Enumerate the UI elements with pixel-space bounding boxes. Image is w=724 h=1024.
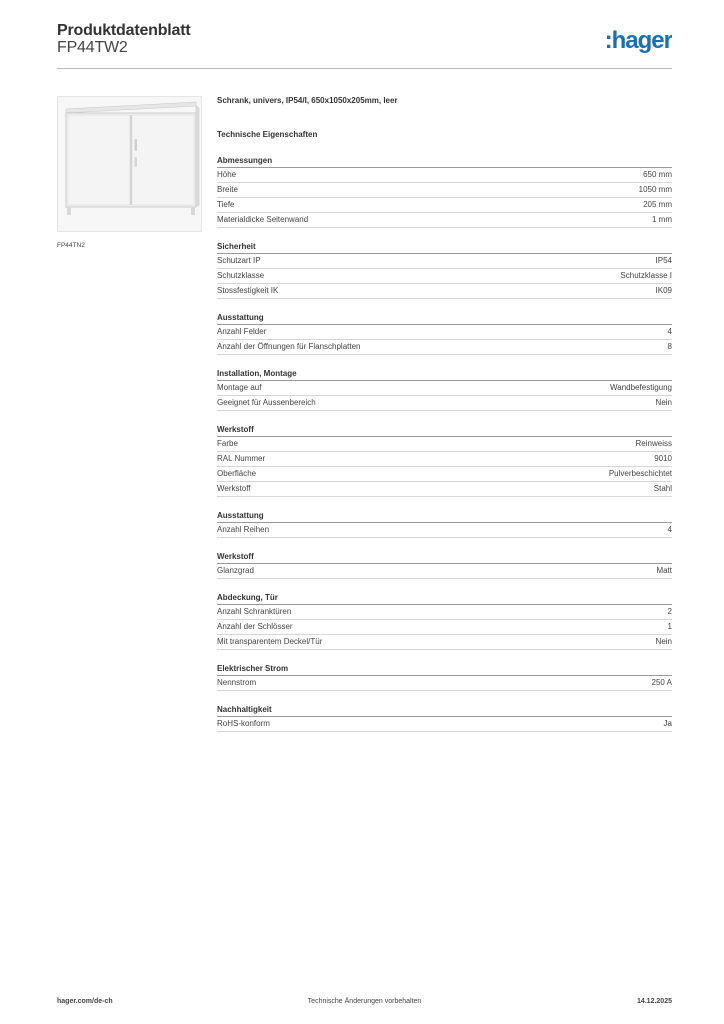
spec-value: 1 [667, 622, 672, 631]
section-title: Elektrischer Strom [217, 663, 672, 676]
image-caption: FP44TN2 [57, 242, 85, 249]
section-title: Ausstattung [217, 312, 672, 325]
spec-label: Geeignet für Aussenbereich [217, 398, 316, 407]
spec-label: Farbe [217, 439, 238, 448]
spec-row [217, 437, 672, 452]
spec-label: Materialdicke Seitenwand [217, 215, 309, 224]
spec-row [217, 269, 672, 284]
section-installation-montage [217, 368, 672, 411]
tech-properties-heading: Technische Eigenschaften [217, 130, 318, 139]
spec-label: Nennstrom [217, 678, 257, 687]
spec-label: Glanzgrad [217, 566, 254, 575]
spec-value: Matt [656, 566, 672, 575]
section-title: Nachhaltigkeit [217, 704, 672, 717]
spec-label: Tiefe [217, 200, 235, 209]
spec-value: Reinweiss [635, 439, 672, 448]
spec-row [217, 213, 672, 228]
spec-label: Breite [217, 185, 238, 194]
spec-label: Montage auf [217, 383, 262, 392]
spec-label: RoHS-konform [217, 719, 270, 728]
cabinet-illustration [58, 97, 203, 233]
spec-value: Ja [663, 719, 672, 728]
spec-value: Pulverbeschichtet [608, 469, 672, 478]
spec-row [217, 254, 672, 269]
spec-value: 9010 [654, 454, 672, 463]
section-title: Sicherheit [217, 241, 672, 254]
product-code: FP44TW2 [57, 39, 128, 56]
spec-label: Anzahl Reihen [217, 525, 270, 534]
spec-row [217, 467, 672, 482]
spec-row [217, 452, 672, 467]
section-abmessungen [217, 155, 672, 228]
section-title: Werkstoff [217, 551, 672, 564]
spec-label: Mit transparentem Deckel/Tür [217, 637, 323, 646]
spec-value: Wandbefestigung [610, 383, 672, 392]
section-ausstattung-2 [217, 510, 672, 538]
section-ausstattung [217, 312, 672, 355]
hager-logo [592, 26, 672, 54]
section-title: Installation, Montage [217, 368, 672, 381]
header-divider [57, 68, 672, 69]
spec-value: 4 [667, 327, 672, 336]
spec-label: Höhe [217, 170, 237, 179]
spec-label: Anzahl Schranktüren [217, 607, 292, 616]
spec-row [217, 396, 672, 411]
product-description: Schrank, univers, IP54/I, 650x1050x205mm, leer [217, 96, 398, 105]
spec-value: 1050 mm [638, 185, 672, 194]
spec-row [217, 676, 672, 691]
spec-label: Schutzart IP [217, 256, 261, 265]
section-title: Abdeckung, Tür [217, 592, 672, 605]
section-nachhaltigkeit [217, 704, 672, 732]
spec-label: Schutzklasse [217, 271, 265, 280]
spec-row [217, 284, 672, 299]
section-title: Abmessungen [217, 155, 672, 168]
spec-label: Anzahl der Öffnungen für Flanschplatten [217, 342, 361, 351]
spec-row [217, 183, 672, 198]
spec-label: Werkstoff [217, 484, 251, 493]
spec-row [217, 340, 672, 355]
spec-value: Schutzklasse I [620, 271, 672, 280]
spec-row [217, 717, 672, 732]
document-title: Produktdatenblatt [57, 22, 191, 39]
spec-label: Anzahl der Schlösser [217, 622, 293, 631]
spec-value: Nein [655, 637, 672, 646]
section-title: Ausstattung [217, 510, 672, 523]
spec-label: Stossfestigkeit IK [217, 286, 279, 295]
section-elektrischer-strom [217, 663, 672, 691]
section-werkstoff-2 [217, 551, 672, 579]
footer-notice: Technische Änderungen vorbehalten [307, 998, 422, 1005]
spec-row [217, 564, 672, 579]
spec-row [217, 168, 672, 183]
spec-value: 650 mm [643, 170, 672, 179]
spec-value: 205 mm [643, 200, 672, 209]
spec-row [217, 605, 672, 620]
spec-value: 8 [667, 342, 672, 351]
section-title: Werkstoff [217, 424, 672, 437]
page-header [57, 22, 672, 66]
spec-value: Nein [655, 398, 672, 407]
spec-value: Stahl [653, 484, 672, 493]
footer-date: 14.12.2025 [636, 998, 672, 1005]
spec-row [217, 198, 672, 213]
spec-row [217, 482, 672, 497]
spec-label: Oberfläche [217, 469, 257, 478]
spec-label: Anzahl Felder [217, 327, 267, 336]
spec-value: 4 [667, 525, 672, 534]
spec-value: 1 mm [652, 215, 672, 224]
footer-website-link[interactable]: hager.com/de-ch [57, 998, 113, 1005]
section-abdeckung-tuer [217, 592, 672, 650]
spec-row [217, 325, 672, 340]
hager-logo-text: :hager [604, 27, 672, 54]
spec-value: IP54 [655, 256, 672, 265]
spec-row [217, 523, 672, 538]
content-area [217, 96, 672, 732]
spec-value: IK09 [655, 286, 672, 295]
spec-value: 2 [667, 607, 672, 616]
product-image [57, 96, 202, 232]
section-werkstoff [217, 424, 672, 497]
spec-row [217, 620, 672, 635]
spec-value: 250 A [651, 678, 672, 687]
spec-row [217, 381, 672, 396]
spec-label: RAL Nummer [217, 454, 266, 463]
spec-row [217, 635, 672, 650]
section-sicherheit [217, 241, 672, 299]
